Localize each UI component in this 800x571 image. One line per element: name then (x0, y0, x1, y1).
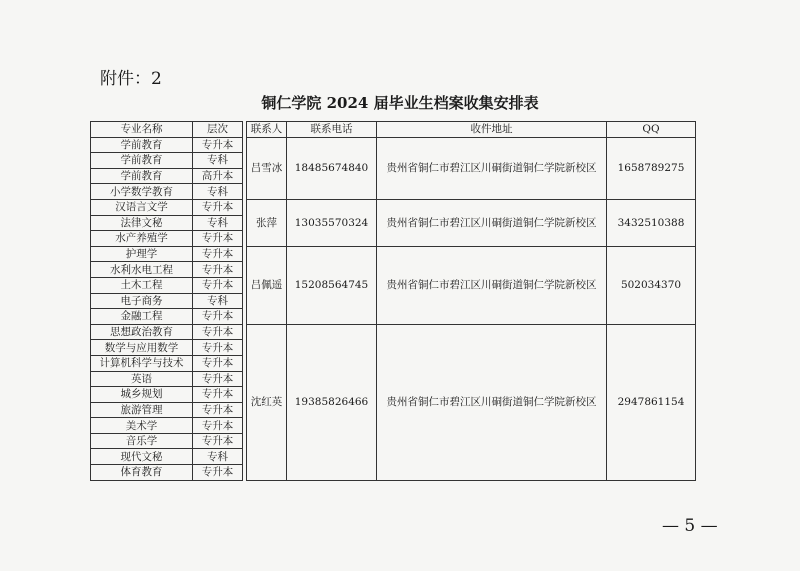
header-qq: QQ (607, 122, 696, 138)
table-row (91, 246, 696, 262)
table-header-row (91, 122, 696, 138)
major-cell: 学前教育 (91, 168, 193, 184)
major-cell: 金融工程 (91, 309, 193, 325)
major-cell: 学前教育 (91, 137, 193, 153)
major-cell: 英语 (91, 371, 193, 387)
table-row (91, 199, 696, 215)
qq-cell: 2947861154 (607, 324, 696, 480)
contact-cell: 吕雪冰 (247, 137, 287, 199)
level-cell: 专升本 (193, 324, 243, 340)
contact-cell: 吕佩遥 (247, 246, 287, 324)
phone-cell: 19385826466 (287, 324, 377, 480)
table-body (91, 137, 696, 480)
major-cell: 城乡规划 (91, 387, 193, 403)
level-cell: 专升本 (193, 433, 243, 449)
level-cell: 专升本 (193, 387, 243, 403)
address-cell: 贵州省铜仁市碧江区川硐街道铜仁学院新校区 (377, 137, 607, 199)
address-cell: 贵州省铜仁市碧江区川硐街道铜仁学院新校区 (377, 246, 607, 324)
phone-cell: 15208564745 (287, 246, 377, 324)
major-cell: 土木工程 (91, 277, 193, 293)
phone-cell: 18485674840 (287, 137, 377, 199)
table-row (91, 324, 696, 340)
major-cell: 护理学 (91, 246, 193, 262)
major-cell: 水产养殖学 (91, 231, 193, 247)
schedule-table (90, 121, 696, 481)
major-cell: 小学数学教育 (91, 184, 193, 200)
major-cell: 电子商务 (91, 293, 193, 309)
schedule-table-wrapper (90, 121, 696, 481)
level-cell: 专升本 (193, 340, 243, 356)
major-cell: 现代文秘 (91, 449, 193, 465)
qq-cell: 502034370 (607, 246, 696, 324)
major-cell: 思想政治教育 (91, 324, 193, 340)
level-cell: 专升本 (193, 246, 243, 262)
header-address: 收件地址 (377, 122, 607, 138)
page-number: — 5 — (662, 516, 718, 536)
contact-cell: 张萍 (247, 199, 287, 246)
major-cell: 学前教育 (91, 153, 193, 169)
level-cell: 专升本 (193, 418, 243, 434)
level-cell: 专升本 (193, 355, 243, 371)
header-major: 专业名称 (91, 122, 193, 138)
level-cell: 专升本 (193, 371, 243, 387)
level-cell: 专科 (193, 184, 243, 200)
level-cell: 专科 (193, 153, 243, 169)
attachment-label: 附件：2 (100, 69, 162, 89)
page-title: 铜仁学院 2024 届毕业生档案收集安排表 (261, 94, 539, 112)
level-cell: 高升本 (193, 168, 243, 184)
level-cell: 专升本 (193, 199, 243, 215)
level-cell: 专升本 (193, 465, 243, 481)
address-cell: 贵州省铜仁市碧江区川硐街道铜仁学院新校区 (377, 199, 607, 246)
contact-cell: 沈红英 (247, 324, 287, 480)
address-cell: 贵州省铜仁市碧江区川硐街道铜仁学院新校区 (377, 324, 607, 480)
level-cell: 专升本 (193, 277, 243, 293)
level-cell: 专升本 (193, 309, 243, 325)
major-cell: 计算机科学与技术 (91, 355, 193, 371)
qq-cell: 3432510388 (607, 199, 696, 246)
major-cell: 数学与应用数学 (91, 340, 193, 356)
header-phone: 联系电话 (287, 122, 377, 138)
major-cell: 汉语言文学 (91, 199, 193, 215)
level-cell: 专科 (193, 449, 243, 465)
major-cell: 旅游管理 (91, 402, 193, 418)
level-cell: 专科 (193, 215, 243, 231)
level-cell: 专升本 (193, 231, 243, 247)
level-cell: 专升本 (193, 402, 243, 418)
major-cell: 美术学 (91, 418, 193, 434)
header-level: 层次 (193, 122, 243, 138)
major-cell: 水利水电工程 (91, 262, 193, 278)
major-cell: 法律文秘 (91, 215, 193, 231)
phone-cell: 13035570324 (287, 199, 377, 246)
header-contact: 联系人 (247, 122, 287, 138)
major-cell: 音乐学 (91, 433, 193, 449)
level-cell: 专升本 (193, 137, 243, 153)
qq-cell: 1658789275 (607, 137, 696, 199)
table-row (91, 137, 696, 153)
level-cell: 专升本 (193, 262, 243, 278)
major-cell: 体育教育 (91, 465, 193, 481)
level-cell: 专科 (193, 293, 243, 309)
